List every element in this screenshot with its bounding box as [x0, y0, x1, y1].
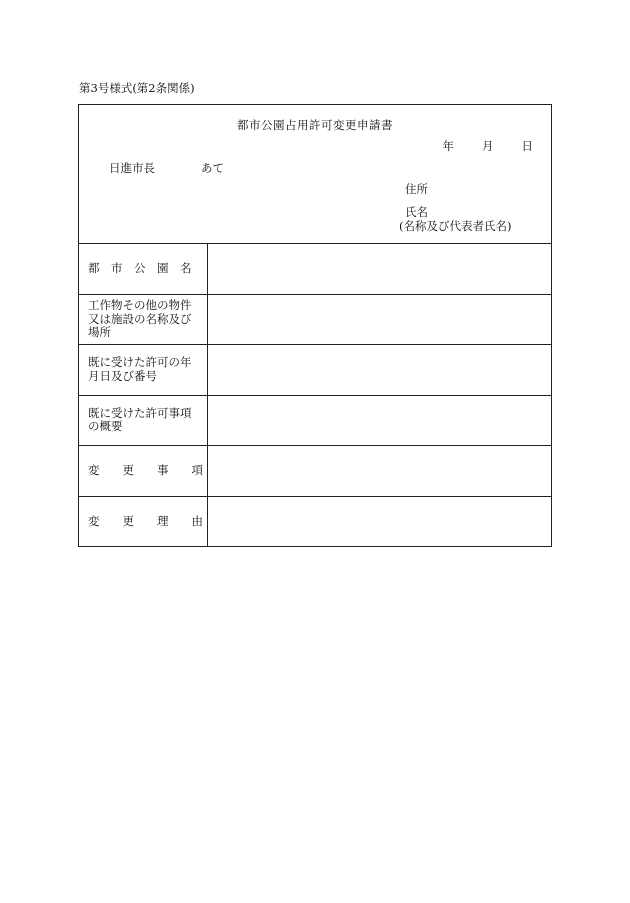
row-value-park-name[interactable]: [208, 244, 551, 294]
table-row: [79, 345, 551, 396]
form-table: [79, 244, 551, 547]
table-row: [79, 497, 551, 548]
row-value-change-reason[interactable]: [208, 497, 551, 548]
row-label-structure: 工作物その他の物件又は施設の名称及び場所: [79, 295, 208, 345]
row-value-permit-date[interactable]: [208, 345, 551, 395]
table-row: [79, 244, 551, 295]
date-month: 月: [482, 139, 494, 153]
form-header: [79, 105, 551, 244]
name-label: 氏名: [405, 205, 428, 219]
table-row: [79, 295, 551, 346]
row-value-permit-summary[interactable]: [208, 396, 551, 446]
address-label: 住所: [405, 182, 428, 196]
row-label-permit-summary: 既に受けた許可事項の概要: [79, 396, 208, 446]
name-note: (名称及び代表者氏名): [399, 219, 512, 233]
document-title: 都市公園占用許可変更申請書: [237, 118, 393, 132]
application-form: [78, 104, 552, 547]
date-line: [443, 138, 534, 154]
addressee-suffix: あて: [201, 161, 224, 175]
date-year: 年: [442, 139, 454, 153]
row-label-permit-date: 既に受けた許可の年月日及び番号: [79, 345, 208, 395]
row-value-changes[interactable]: [208, 446, 551, 496]
addressee: 日進市長: [109, 161, 155, 175]
row-label-change-reason: 変 更 理 由: [79, 497, 208, 548]
table-row: [79, 396, 551, 447]
row-label-changes: 変 更 事 項: [79, 446, 208, 496]
row-label-park-name: 都 市 公 園 名: [79, 244, 208, 294]
table-row: [79, 446, 551, 497]
date-day: 日: [521, 139, 533, 153]
form-number-label: 第3号様式(第2条関係): [79, 81, 195, 95]
row-value-structure[interactable]: [208, 295, 551, 345]
